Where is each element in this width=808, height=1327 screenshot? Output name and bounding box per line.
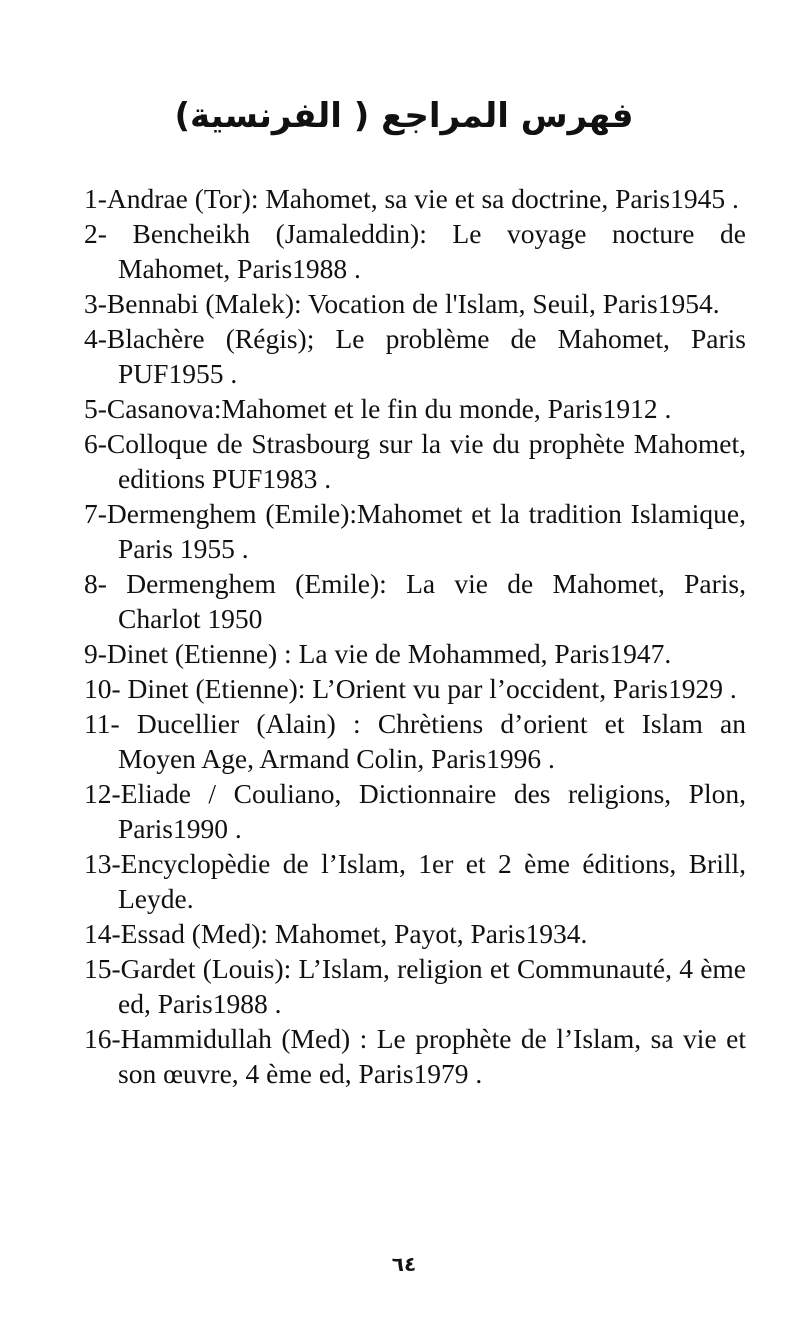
reference-item: 7-Dermenghem (Emile):Mahomet et la tradition Islamique, Paris 1955 . xyxy=(84,498,746,564)
reference-item: 13-Encyclopèdie de l’Islam, 1er et 2 ème éditions, Brill, Leyde. xyxy=(84,848,746,914)
reference-list xyxy=(84,181,746,1091)
reference-item: 2- Bencheikh (Jamaleddin): Le voyage nocture de Mahomet, Paris1988 . xyxy=(84,218,746,284)
reference-item: 11- Ducellier (Alain) : Chrètiens d’orient et Islam an Moyen Age, Armand Colin, Paris1996 . xyxy=(84,708,746,774)
reference-item: 6-Colloque de Strasbourg sur la vie du prophète Mahomet, editions PUF1983 . xyxy=(84,428,746,494)
reference-item: 5-Casanova:Mahomet et le fin du monde, Paris1912 . xyxy=(84,393,672,424)
page-title: فهرس المراجع ( الفرنسية) xyxy=(174,96,634,136)
reference-item: 9-Dinet (Etienne) : La vie de Mohammed, Paris1947. xyxy=(84,638,672,669)
reference-item: 10- Dinet (Etienne): L’Orient vu par l’occident, Paris1929 . xyxy=(84,673,737,704)
reference-item: 12-Eliade / Couliano, Dictionnaire des religions, Plon, Paris1990 . xyxy=(84,778,746,844)
reference-item: 14-Essad (Med): Mahomet, Payot, Paris1934. xyxy=(84,918,588,949)
reference-item: 15-Gardet (Louis): L’Islam, religion et Communauté, 4 ème ed, Paris1988 . xyxy=(84,953,746,1019)
reference-item: 1-Andrae (Tor): Mahomet, sa vie et sa doctrine, Paris1945 . xyxy=(84,183,739,214)
reference-item: 16-Hammidullah (Med) : Le prophète de l’Islam, sa vie et son œuvre, 4 ème ed, Paris1979 . xyxy=(84,1023,746,1089)
reference-item: 8- Dermenghem (Emile): La vie de Mahomet, Paris, Charlot 1950 xyxy=(84,568,746,634)
reference-item: 4-Blachère (Régis); Le problème de Mahomet, Paris PUF1955 . xyxy=(84,323,746,389)
reference-item: 3-Bennabi (Malek): Vocation de l'Islam, Seuil, Paris1954. xyxy=(84,288,720,319)
page-number: ٦٤ xyxy=(391,1252,417,1276)
